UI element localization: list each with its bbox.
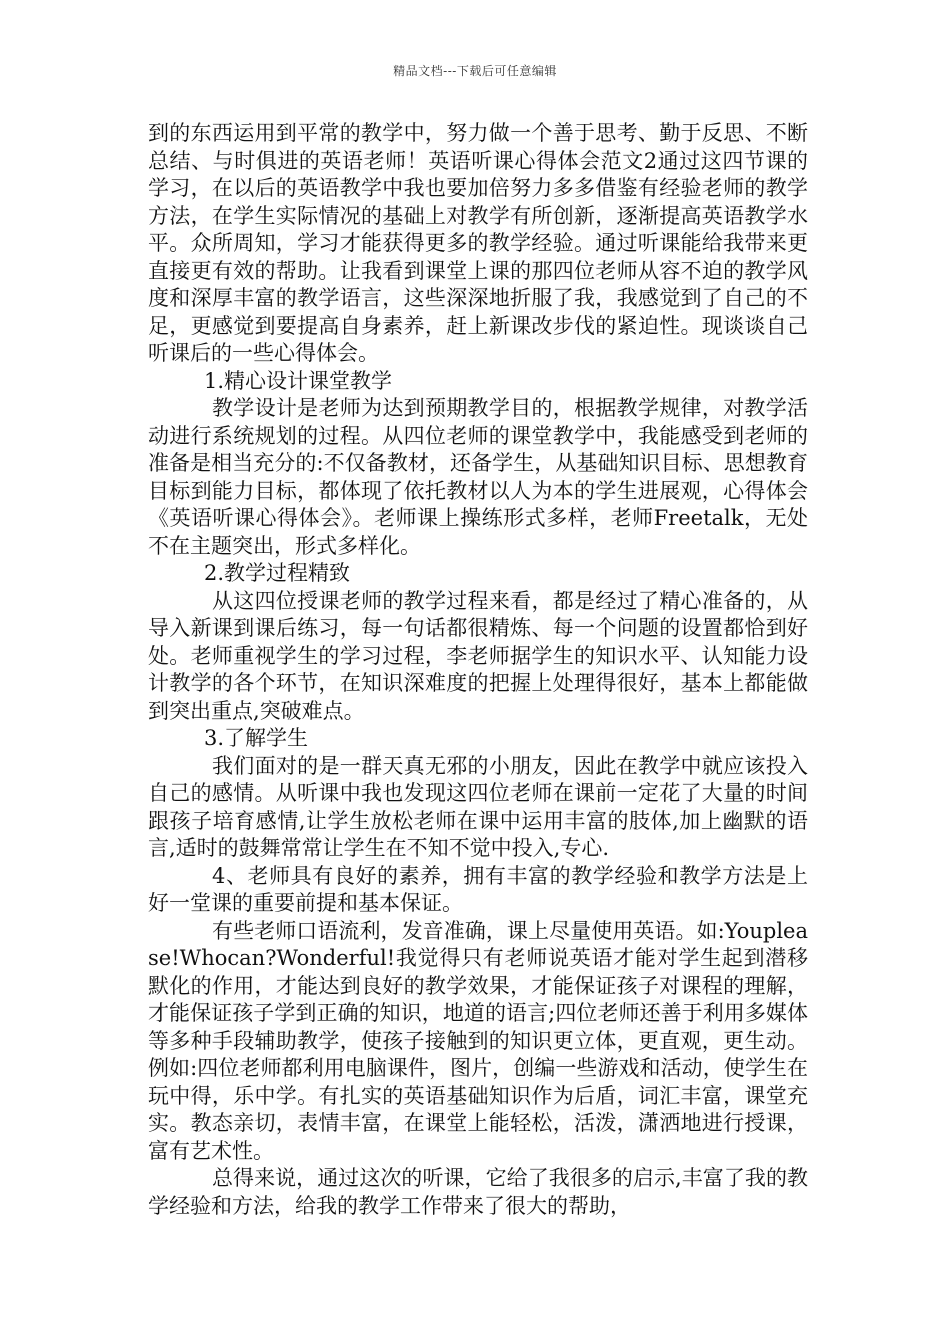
- section-heading: 3.了解学生: [204, 726, 309, 750]
- section-heading: 2.教学过程精致: [204, 561, 351, 585]
- body-paragraph: 有些老师口语流利，发音准确，课上尽量使用英语。如:Youplease!Whocan?Wonderful!我觉得只有老师说英语才能对学生起到潜移默化的作用，才能达到良好的教学效果，才能保证孩子对课程的理解，才能保证孩子学到正确的知识，地道的语言;四位老师还善于利用多媒体等多种手段辅助教学，使孩子接触到的知识更立体，更直观，更生动。例如:四位老师都利用电脑课件，图片，创编一些游戏和活动，使学生在玩中得，乐中学。有扎实的英语基础知识作为后盾，词汇丰富，课堂充实。教态亲切，表情丰富，在课堂上能轻松，活泼，潇洒地进行授课，富有艺术性。: [148, 918, 808, 1163]
- body-paragraph: 教学设计是老师为达到预期教学目的，根据教学规律，对教学活动进行系统规划的过程。从四位老师的课堂教学中，我能感受到老师的准备是相当充分的:不仅备教材，还备学生，从基础知识目标、思想教育目标到能力目标，都体现了依托教材以人为本的学生进展观，心得体会《英语听课心得体会》。老师课上操练形式多样，老师Freetalk，无处不在主题突出，形式多样化。: [148, 396, 808, 558]
- body-paragraph: 我们面对的是一群天真无邪的小朋友，因此在教学中就应该投入自己的感情。从听课中我也发现这四位老师在课前一定花了大量的时间跟孩子培育感情,让学生放松老师在课中运用丰富的肢体,加上幽默的语言,适时的鼓舞常常让学生在不知不觉中投入,专心.: [148, 753, 808, 860]
- body-paragraph: 总得来说，通过这次的听课，它给了我很多的启示,丰富了我的教学经验和方法，给我的教学工作带来了很大的帮助，: [148, 1166, 808, 1218]
- body-paragraph: 从这四位授课老师的教学过程来看，都是经过了精心准备的，从导入新课到课后练习，每一句话都很精炼、每一个问题的设置都恰到好处。老师重视学生的学习过程，李老师据学生的知识水平、认知能力设计教学的各个环节，在知识深难度的把握上处理得很好，基本上都能做到突出重点,突破难点。: [148, 588, 808, 723]
- body-paragraph: 到的东西运用到平常的教学中，努力做一个善于思考、勤于反思、不断总结、与时俱进的英语老师！英语听课心得体会范文2通过这四节课的学习，在以后的英语教学中我也要加倍努力多多借鉴有经验老师的教学方法，在学生实际情况的基础上对教学有所创新，逐渐提高英语教学水平。众所周知，学习才能获得更多的教学经验。通过听课能给我带来更直接更有效的帮助。让我看到课堂上课的那四位老师从容不迫的教学风度和深厚丰富的教学语言，这些深深地折服了我，我感觉到了自己的不足，更感觉到要提高自身素养，赶上新课改步伐的紧迫性。现谈谈自己听课后的一些心得体会。: [148, 121, 808, 365]
- body-paragraph: 4、老师具有良好的素养，拥有丰富的教学经验和教学方法是上好一堂课的重要前提和基本保证。: [148, 863, 808, 915]
- document-body: [148, 120, 808, 1220]
- section-heading: 1.精心设计课堂教学: [204, 368, 393, 393]
- page-header: 精品文档---下载后可任意编辑: [393, 64, 557, 78]
